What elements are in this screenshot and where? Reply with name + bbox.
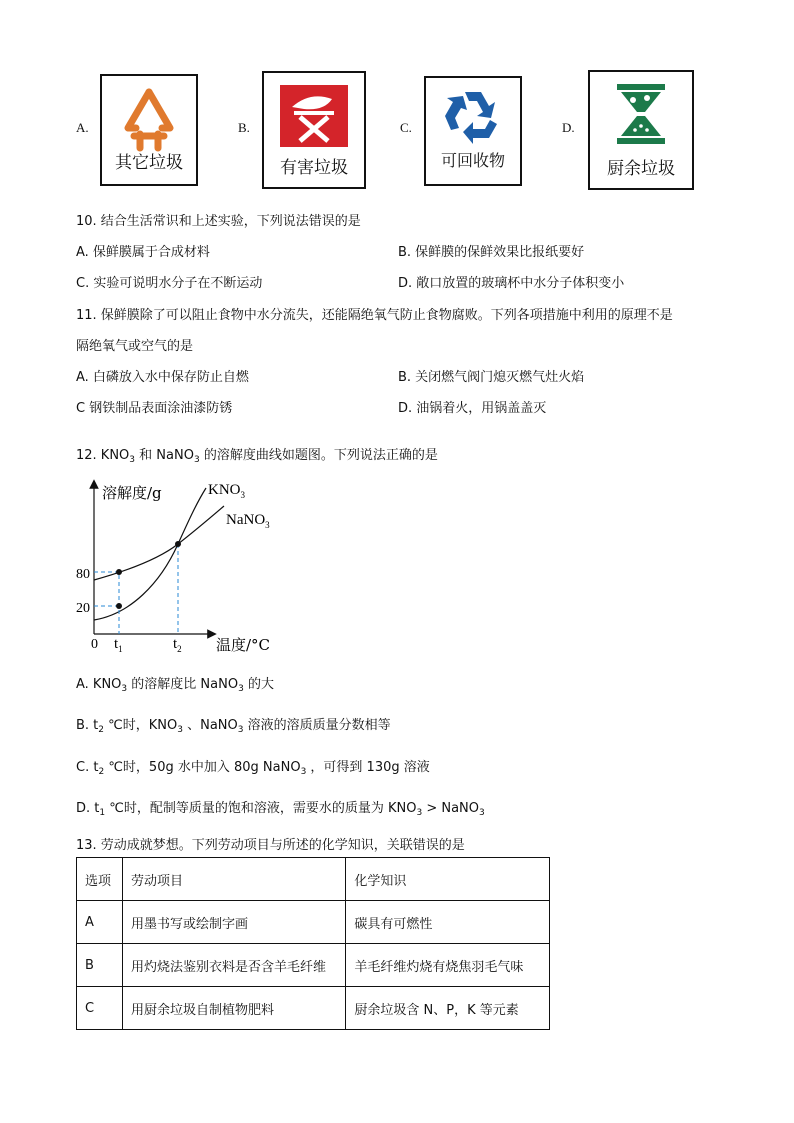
icon-label-other-waste: 其它垃圾 <box>115 153 183 173</box>
table-row <box>77 987 550 1030</box>
table-cell: C <box>77 987 123 1030</box>
q10-option-b: B. 保鲜膜的保鲜效果比报纸要好 <box>398 245 585 260</box>
q10-option-d: D. 敞口放置的玻璃杯中水分子体积变小 <box>398 276 625 291</box>
q12-b-sub: 3 <box>177 725 183 735</box>
other-waste-sign <box>100 74 198 186</box>
point-nano3-t1 <box>116 569 122 575</box>
legend-kno3: $KNO_3$ <box>208 482 245 500</box>
q12-b-sub: 2 <box>98 725 105 735</box>
q12-c-sub: 3 <box>300 767 307 777</box>
q12-b-text: 溶液的溶质质量分数相等 <box>243 718 391 733</box>
q12-b-text: ℃时，KNO <box>104 718 178 733</box>
table-cell: 用墨书写或绘制字画 <box>122 901 345 944</box>
origin-label: 0 <box>91 637 98 652</box>
table-header-cell: 化学知识 <box>346 858 550 901</box>
solubility-chart <box>70 474 290 654</box>
table-row <box>77 901 550 944</box>
option-letter-b: B. <box>238 120 250 135</box>
x-axis-label: 温度/°C <box>216 636 271 654</box>
option-letter-d: D. <box>562 120 575 135</box>
q12-stem-sub: 3 <box>193 455 200 465</box>
q12-b-sub: 3 <box>237 725 244 735</box>
table-cell: 用灼烧法鉴别衣料是否含羊毛纤维 <box>122 944 345 987</box>
q10-option-a: A. 保鲜膜属于合成材料 <box>76 245 210 260</box>
table-header-cell: 选项 <box>77 858 123 901</box>
table-cell: 用厨余垃圾自制植物肥料 <box>122 987 345 1030</box>
hazardous-waste-sign <box>262 71 366 189</box>
point-kno3-t1 <box>116 603 122 609</box>
q13-table <box>76 857 550 1030</box>
q12-b-text: B. t <box>76 718 99 733</box>
q12-stem-text: 的溶解度曲线如题图。下列说法正确的是 <box>199 448 438 463</box>
q12-option-c <box>76 756 430 777</box>
q12-a-text: 的溶解度比 NaNO <box>127 677 239 692</box>
q12-d-sub: 1 <box>99 808 106 818</box>
q12-d-sub: 3 <box>479 808 485 818</box>
kitchen-waste-sign <box>588 70 694 190</box>
q12-d-text: > NaNO <box>422 801 480 816</box>
table-row <box>77 944 550 987</box>
table-header-row <box>77 858 550 901</box>
table-header-cell: 劳动项目 <box>122 858 345 901</box>
recyclable-sign <box>424 76 522 186</box>
q12-c-sub: 2 <box>98 767 105 777</box>
table-cell: B <box>77 944 123 987</box>
icon-label-kitchen-waste: 厨余垃圾 <box>607 159 675 179</box>
q11-option-d: D. 油锅着火，用锅盖盖灭 <box>398 401 547 416</box>
q12-option-b <box>76 714 391 735</box>
q11-option-a: A. 白磷放入水中保存防止自燃 <box>76 370 249 385</box>
point-intersection-t2 <box>175 541 181 547</box>
q10-stem: 10. 结合生活常识和上述实验，下列说法错误的是 <box>76 214 361 229</box>
q12-d-text: D. t <box>76 801 100 816</box>
option-letter-a: A. <box>76 120 89 135</box>
y-axis-label: 溶解度/g <box>102 484 162 502</box>
table-cell: 厨余垃圾含 N、P，K 等元素 <box>346 987 550 1030</box>
nano3-curve <box>94 506 224 580</box>
q12-stem-sub: 3 <box>129 455 136 465</box>
hazardous-waste-icon <box>280 85 348 147</box>
q10-option-c: C. 实验可说明水分子在不断运动 <box>76 276 263 291</box>
guide-80 <box>94 572 119 634</box>
legend-nano3: NaNO$_3$ <box>226 512 270 530</box>
x-tick-t2: $t_2$ <box>173 636 182 654</box>
q11-stem-line2: 隔绝氧气或空气的是 <box>76 339 194 354</box>
icon-label-hazardous-waste: 有害垃圾 <box>280 158 348 178</box>
q12-a-text: A. KNO <box>76 677 122 692</box>
table-cell: A <box>77 901 123 944</box>
q11-option-b: B. 关闭燃气阀门熄灭燃气灶火焰 <box>398 370 585 385</box>
q12-stem <box>76 444 438 465</box>
q13-stem: 13. 劳动成就梦想。下列劳动项目与所述的化学知识，关联错误的是 <box>76 838 465 853</box>
x-tick-t1: $t_1$ <box>114 636 123 654</box>
recycle-icon <box>443 88 503 144</box>
q12-a-sub: 3 <box>121 684 128 694</box>
table-cell: 碳具有可燃性 <box>346 901 550 944</box>
q12-c-text: ，可得到 130g 溶液 <box>306 760 430 775</box>
q11-stem-line1: 11. 保鲜膜除了可以阻止食物中水分流失，还能隔绝氧气防止食物腐败。下列各项措施中利用的原理不是 <box>76 308 673 323</box>
y-tick-80: 80 <box>76 567 90 582</box>
q12-option-a <box>76 673 274 694</box>
kno3-curve <box>94 488 206 620</box>
option-letter-c: C. <box>400 120 412 135</box>
q12-c-text: C. t <box>76 760 99 775</box>
q12-a-sub: 3 <box>238 684 244 694</box>
y-tick-20: 20 <box>76 601 90 616</box>
q11-option-c: C 钢铁制品表面涂油漆防锈 <box>76 401 233 416</box>
table-cell: 羊毛纤维灼烧有烧焦羽毛气味 <box>346 944 550 987</box>
q12-d-sub: 3 <box>416 808 423 818</box>
q12-b-text: 、NaNO <box>182 718 238 733</box>
q12-option-d <box>76 797 485 818</box>
q12-stem-text: 12. KNO <box>76 448 130 463</box>
q12-c-text: ℃时，50g 水中加入 80g NaNO <box>104 760 301 775</box>
q12-a-text: 的大 <box>243 677 274 692</box>
q12-d-text: ℃时，配制等质量的饱和溶液，需要水的质量为 KNO <box>105 801 417 816</box>
kitchen-waste-icon <box>611 82 671 146</box>
q12-stem-text: 和 NaNO <box>135 448 194 463</box>
icon-label-recyclable: 可回收物 <box>440 151 505 170</box>
